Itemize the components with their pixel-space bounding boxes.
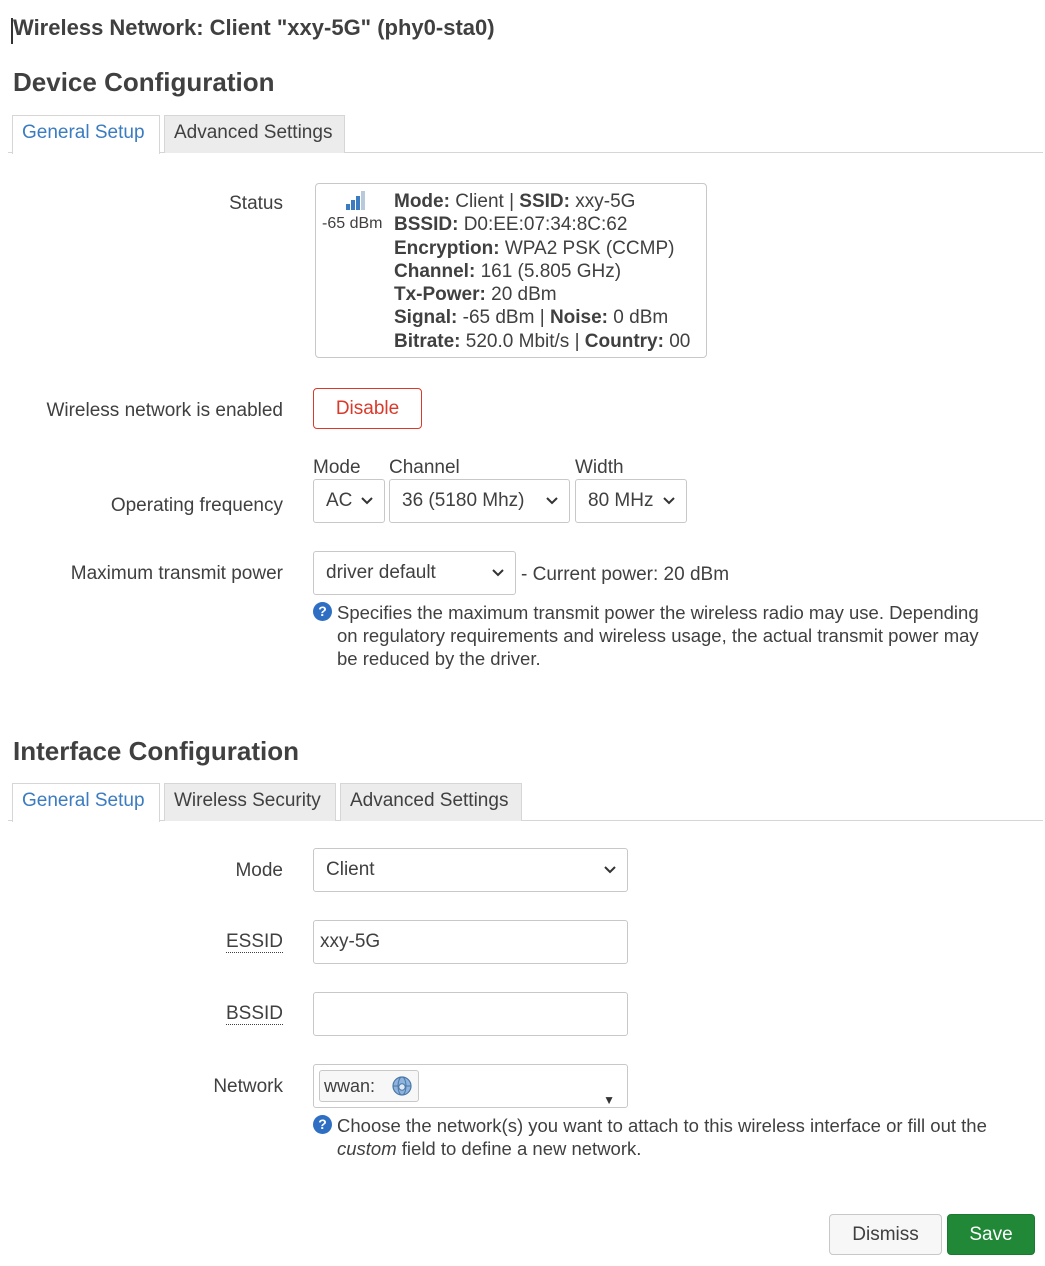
transmit-power-select[interactable]: driver default bbox=[313, 551, 516, 595]
status-panel bbox=[315, 183, 707, 358]
device-config-heading: Device Configuration bbox=[13, 67, 275, 97]
tab-device-general-setup[interactable]: General Setup bbox=[12, 115, 160, 154]
frequency-width-label: Width bbox=[575, 457, 624, 478]
network-label: Network bbox=[213, 1076, 283, 1097]
page-title: Wireless Network: Client "xxy-5G" (phy0-sta0) bbox=[13, 15, 495, 40]
iface-mode-label: Mode bbox=[235, 860, 283, 881]
status-line-channel: Channel: 161 (5.805 GHz) bbox=[394, 260, 622, 282]
status-line-encryption: Encryption: WPA2 PSK (CCMP) bbox=[394, 237, 675, 259]
channel-select[interactable]: 36 (5180 Mhz) bbox=[389, 479, 570, 523]
disable-button[interactable]: Disable bbox=[313, 388, 422, 429]
status-line-signal: Signal: -65 dBm | Noise: 0 dBm bbox=[394, 307, 669, 329]
chevron-down-icon bbox=[603, 863, 617, 877]
interface-config-heading: Interface Configuration bbox=[13, 736, 300, 766]
signal-bars-icon bbox=[346, 190, 368, 210]
status-label: Status bbox=[229, 193, 283, 214]
dismiss-button[interactable]: Dismiss bbox=[829, 1214, 942, 1255]
status-line-bitrate: Bitrate: 520.0 Mbit/s | Country: 00 bbox=[394, 330, 691, 352]
tab-iface-wireless-security[interactable]: Wireless Security bbox=[164, 783, 336, 821]
network-select[interactable] bbox=[313, 1064, 628, 1108]
bssid-label: BSSID bbox=[225, 1003, 283, 1024]
interface-tabs bbox=[8, 783, 1043, 821]
essid-input[interactable]: xxy-5G bbox=[313, 920, 628, 964]
tab-device-advanced-settings[interactable]: Advanced Settings bbox=[164, 115, 345, 153]
signal-strength-text: -65 dBm bbox=[322, 215, 383, 232]
bssid-input[interactable] bbox=[313, 992, 628, 1036]
status-line-bssid: BSSID: D0:EE:07:34:8C:62 bbox=[394, 214, 628, 236]
network-tag-wwan[interactable]: wwan: bbox=[319, 1070, 419, 1102]
tab-iface-general-setup[interactable]: General Setup bbox=[12, 783, 160, 822]
status-line-txpower: Tx-Power: 20 dBm bbox=[394, 284, 557, 306]
max-transmit-power-label: Maximum transmit power bbox=[70, 563, 283, 584]
network-help: ? Choose the network(s) you want to attach to this wireless interface or fill out the custom field to define a new network. bbox=[313, 1114, 1033, 1164]
chevron-down-icon bbox=[360, 494, 374, 508]
help-icon: ? bbox=[313, 602, 332, 621]
device-tabs bbox=[8, 115, 1043, 153]
chevron-down-icon bbox=[545, 494, 559, 508]
network-globe-icon bbox=[390, 1075, 414, 1097]
iface-mode-select[interactable]: Client bbox=[313, 848, 628, 892]
wireless-enabled-label: Wireless network is enabled bbox=[46, 400, 283, 421]
status-line-mode: Mode: Client | SSID: xxy-5G bbox=[394, 191, 636, 212]
essid-label: ESSID bbox=[225, 931, 283, 952]
tab-iface-advanced-settings[interactable]: Advanced Settings bbox=[340, 783, 522, 821]
current-power-text: - Current power: 20 dBm bbox=[521, 564, 730, 585]
help-icon: ? bbox=[313, 1115, 332, 1134]
chevron-down-icon bbox=[662, 494, 676, 508]
chevron-down-icon bbox=[491, 566, 505, 580]
operating-frequency-label: Operating frequency bbox=[110, 495, 283, 516]
frequency-channel-label: Channel bbox=[389, 457, 460, 478]
frequency-mode-label: Mode bbox=[313, 457, 361, 478]
save-button[interactable]: Save bbox=[947, 1214, 1035, 1255]
transmit-power-help: ? Specifies the maximum transmit power the wireless radio may use. Depending on regulatory requirements and wireless usage, the actual transmit power may be reduced by the driver. bbox=[313, 601, 1033, 671]
dropdown-triangle-icon: ▼ bbox=[603, 1093, 615, 1107]
width-select[interactable]: 80 MHz bbox=[575, 479, 687, 523]
frequency-mode-select[interactable]: AC bbox=[313, 479, 385, 523]
status-details bbox=[394, 190, 690, 353]
